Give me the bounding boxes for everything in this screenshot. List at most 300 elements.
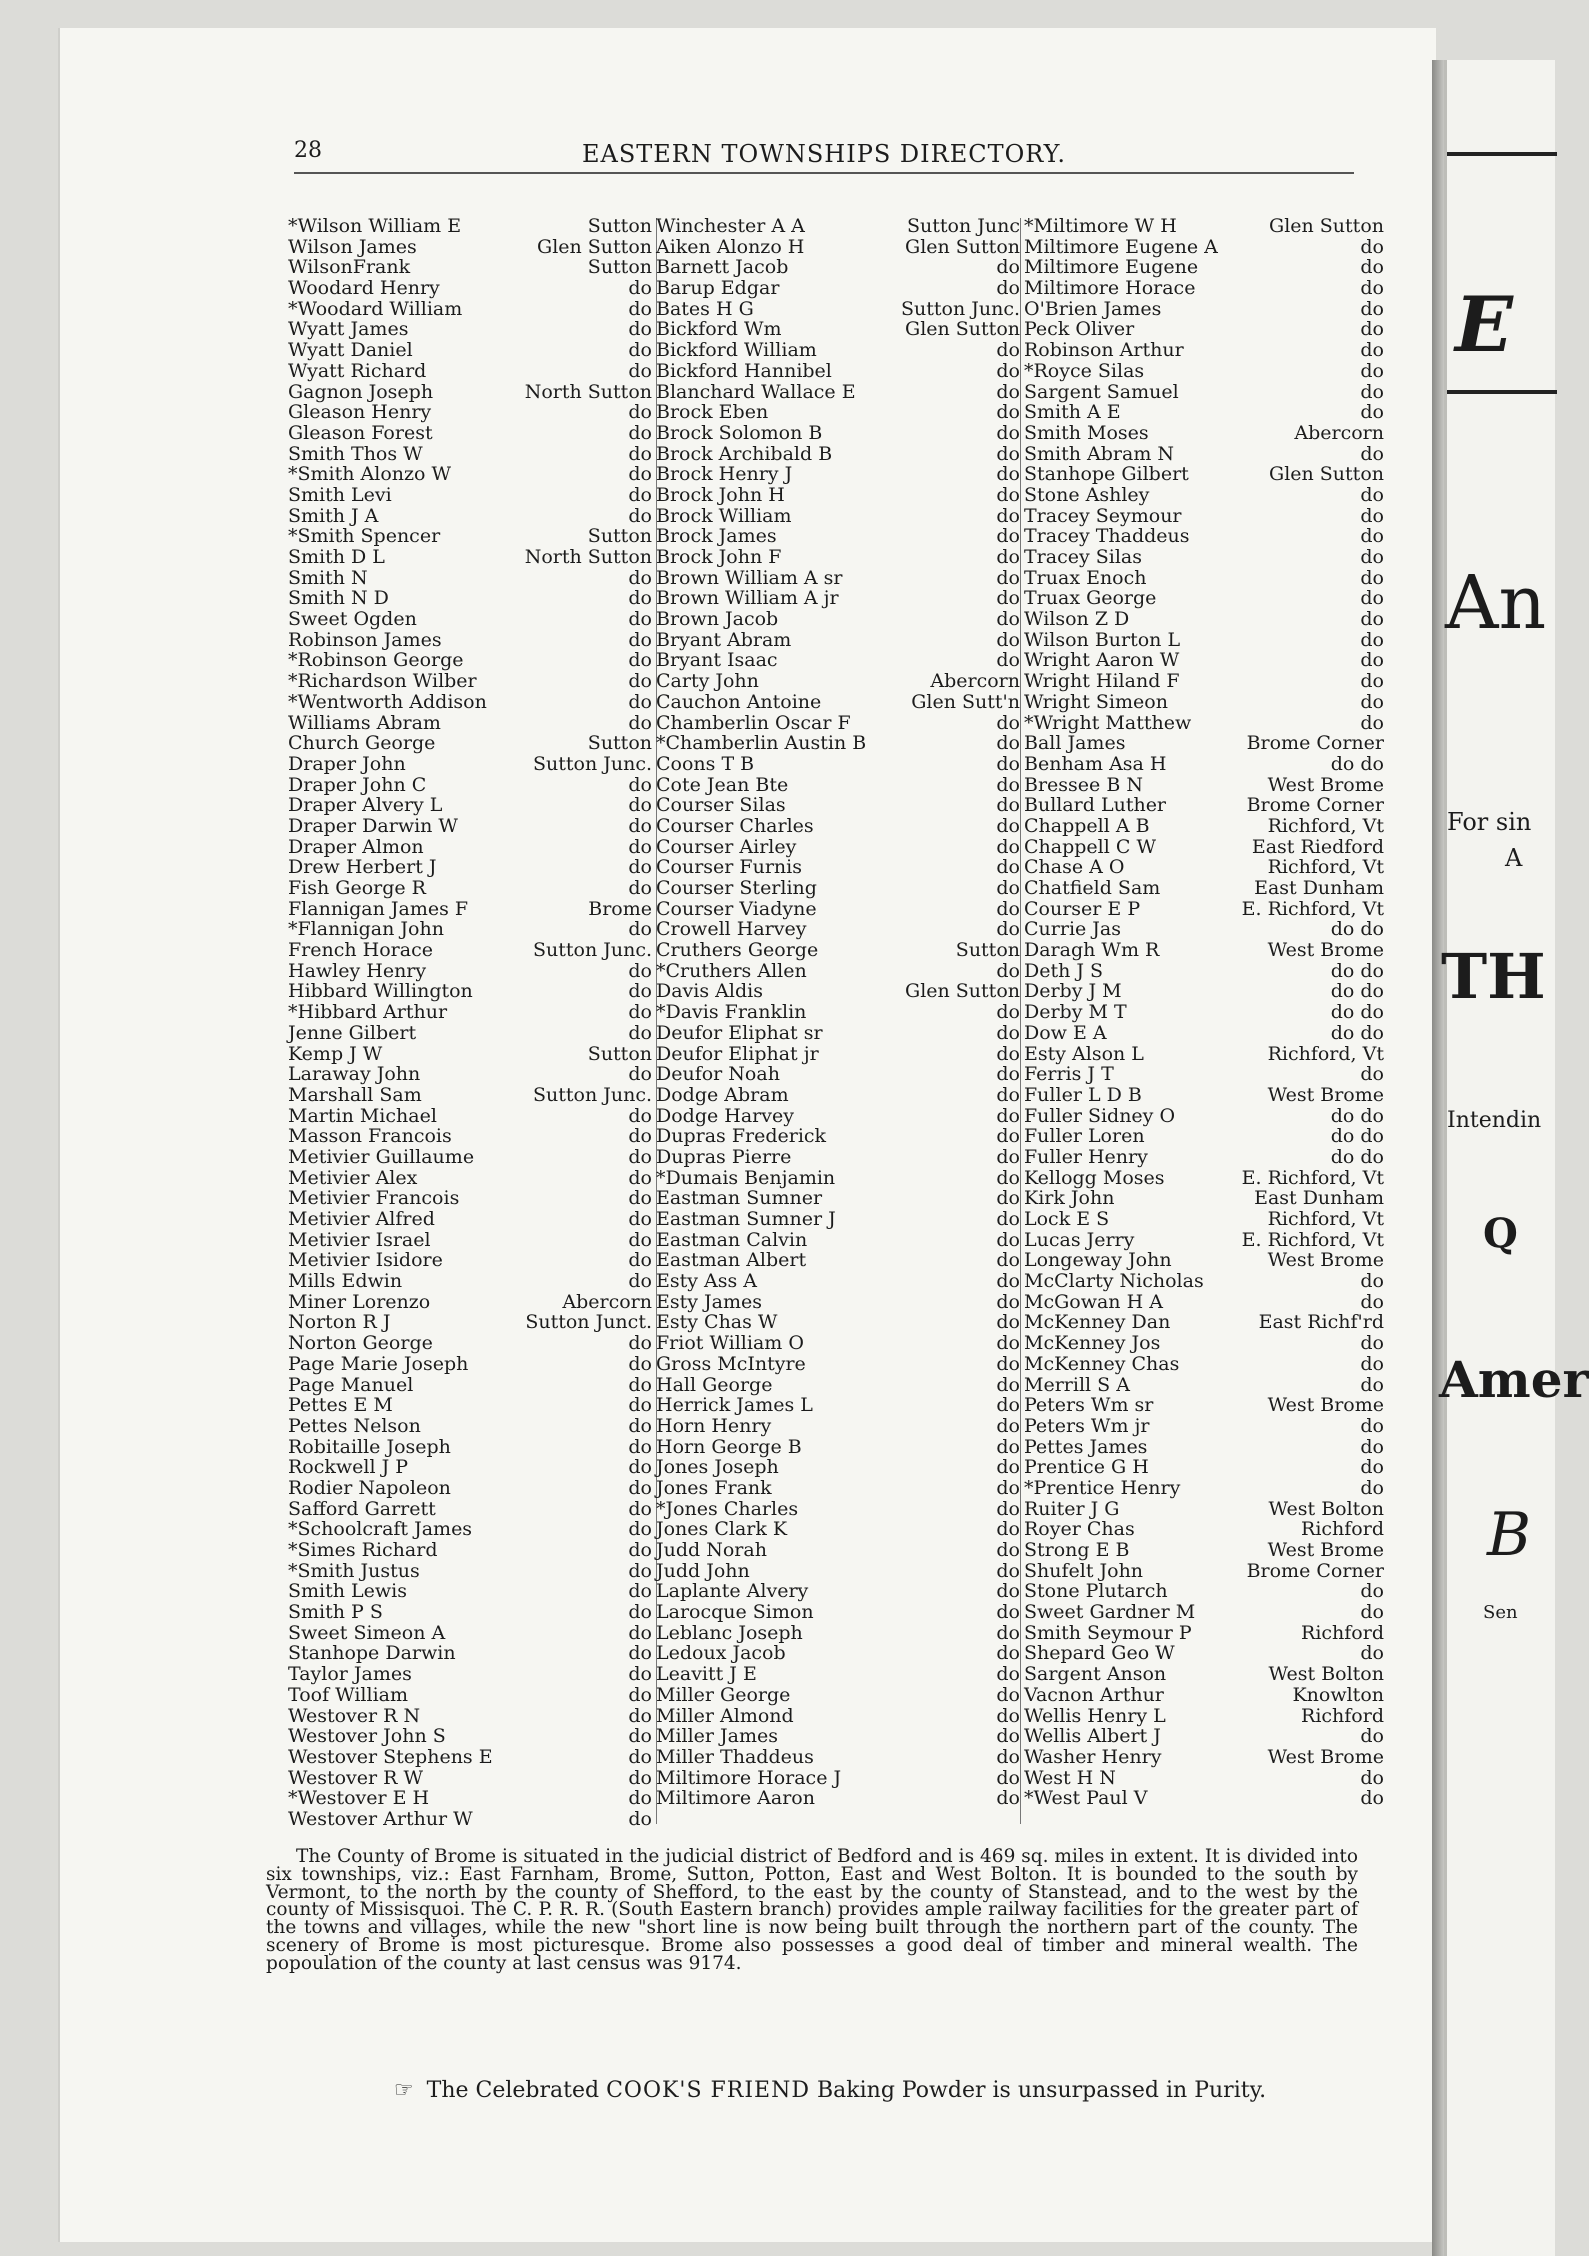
entry-place: do	[996, 649, 1020, 672]
entry-name: Brock John F	[656, 546, 782, 568]
entry-name: Wright Simeon	[1024, 690, 1168, 713]
entry-place: do	[1360, 608, 1384, 631]
directory-entry	[288, 299, 652, 320]
entry-place: do	[628, 1414, 652, 1437]
directory-entry	[288, 1085, 652, 1106]
entry-place: do	[1360, 504, 1384, 527]
directory-entry	[288, 1747, 652, 1768]
entry-place: do	[628, 1394, 652, 1417]
entry-place: do	[628, 711, 652, 734]
directory-entry	[656, 609, 1020, 630]
directory-entry	[288, 1581, 652, 1602]
entry-name: Miller George	[656, 1683, 791, 1706]
entry-place: Brome Corner	[1246, 732, 1384, 755]
entry-place: do	[628, 670, 652, 693]
entry-place: do	[1360, 587, 1384, 610]
directory-entry	[1024, 1085, 1384, 1106]
entry-place: do	[996, 1145, 1020, 1168]
directory-entry	[1024, 795, 1384, 816]
entry-place: do	[996, 1063, 1020, 1086]
entry-place: do	[628, 1539, 652, 1561]
directory-entry	[656, 1685, 1020, 1706]
entry-place: do	[996, 359, 1020, 382]
directory-entry	[656, 878, 1020, 899]
entry-name: Blanchard Wallace E	[656, 380, 856, 403]
entry-place: do	[996, 1725, 1020, 1748]
entry-place: do	[628, 442, 652, 465]
directory-entry	[656, 733, 1020, 754]
directory-entry	[1024, 1168, 1384, 1189]
directory-entry	[1024, 568, 1384, 589]
entry-name: *Royce Silas	[1024, 359, 1145, 382]
entry-name: Dupras Frederick	[656, 1125, 827, 1148]
entry-name: Sweet Ogden	[288, 608, 417, 631]
directory-entry	[656, 464, 1020, 485]
entry-name: *Richardson Wilber	[288, 670, 477, 693]
entry-place: Sutton Junc.	[900, 297, 1020, 320]
directory-entry	[1024, 382, 1384, 403]
entry-place: do	[1360, 1332, 1384, 1355]
entry-place: do	[628, 628, 652, 651]
entry-name: Fuller Loren	[1024, 1125, 1145, 1148]
directory-entry	[288, 526, 652, 547]
entry-name: Pettes Nelson	[288, 1414, 421, 1437]
entry-name: Sweet Simeon A	[288, 1621, 446, 1644]
entry-place: do	[628, 1766, 652, 1789]
entry-place: do	[628, 1663, 652, 1686]
entry-place: do	[996, 1352, 1020, 1375]
entry-name: Peters Wm sr	[1024, 1394, 1154, 1417]
directory-entry	[656, 1354, 1020, 1375]
entry-name: McKenney Dan	[1024, 1311, 1171, 1334]
entry-name: Derby J M	[1024, 980, 1122, 1003]
directory-entry	[288, 1023, 652, 1044]
directory-entry	[288, 692, 652, 713]
directory-entry	[1024, 1188, 1384, 1209]
directory-entry	[288, 1540, 652, 1561]
entry-name: Dow E A	[1024, 1021, 1107, 1044]
county-description-text: The County of Brome is situated in the judicial district of Bedford and is 469 sq. miles in extent. It is divided into six townships, viz.: East Farnham, Brome, Sutton, Potton, East and West Bolton. It is bounded to the south by Vermont, to the north by the county of Shefford, to the east by the county of Stanstead, and to the west by the county of Missisquoi. The C. P. R. R. (South Eastern branch) provides ample railway facilities for the greater part of the towns and villages, while the new "short line is now being built through the northern part of the county. The scenery of Brome is most picturesque. Brome also possesses a good deal of timber and mineral wealth. The popoulation of the county at last census was 9174.	[266, 1846, 1358, 1974]
directory-entry	[656, 1126, 1020, 1147]
entry-place: do	[628, 504, 652, 527]
entry-name: Westover R W	[288, 1766, 424, 1789]
entry-place: do	[628, 835, 652, 858]
entry-place: do	[1360, 1373, 1384, 1396]
entry-place: do	[628, 649, 652, 672]
entry-place: do	[1360, 628, 1384, 651]
entry-name: Miller Almond	[656, 1704, 794, 1727]
directory-entry	[1024, 1354, 1384, 1375]
entry-place: do	[1360, 1063, 1384, 1086]
entry-name: *Hibbard Arthur	[288, 1001, 448, 1024]
entry-name: Esty Ass A	[656, 1270, 758, 1293]
entry-place: do	[628, 339, 652, 362]
entry-name: *Flannigan John	[288, 918, 444, 941]
entry-place: do	[996, 794, 1020, 817]
entry-name: Marshall Sam	[288, 1083, 422, 1106]
entry-place: do	[996, 380, 1020, 403]
entry-place: do	[628, 1580, 652, 1603]
entry-name: Gleason Henry	[288, 401, 432, 424]
entry-place: do do	[1330, 752, 1384, 775]
entry-name: Deth J S	[1024, 959, 1104, 982]
entry-name: Shepard Geo W	[1024, 1642, 1175, 1665]
entry-name: Currie Jas	[1024, 918, 1121, 941]
entry-name: Hawley Henry	[288, 959, 427, 982]
entry-place: do	[1360, 297, 1384, 320]
entry-place: do	[996, 1332, 1020, 1355]
entry-place: do	[996, 421, 1020, 444]
entry-name: Toof William	[288, 1683, 408, 1706]
entry-place: do	[996, 1663, 1020, 1686]
entry-name: Martin Michael	[288, 1104, 437, 1127]
entry-place: do	[628, 1373, 652, 1396]
entry-place: do	[996, 1104, 1020, 1127]
entry-place: do	[1360, 566, 1384, 589]
directory-entry	[1024, 1643, 1384, 1664]
entry-place: do	[1360, 277, 1384, 300]
entry-place: Knowlton	[1292, 1683, 1384, 1706]
directory-entry	[656, 423, 1020, 444]
entry-place: East Dunham	[1254, 1187, 1384, 1210]
entry-place: do	[1360, 1476, 1384, 1499]
entry-name: Davis Aldis	[656, 980, 763, 1003]
entry-place: do	[628, 587, 652, 610]
entry-place: do	[996, 442, 1020, 465]
directory-entry	[656, 1581, 1020, 1602]
directory-entry	[288, 1312, 652, 1333]
entry-place: E. Richford, Vt	[1241, 1166, 1384, 1189]
entry-name: McKenney Chas	[1024, 1352, 1180, 1375]
directory-entry	[288, 961, 652, 982]
entry-place: do	[1360, 670, 1384, 693]
entry-place: do	[628, 690, 652, 713]
advert-brand: COOK'S FRIEND	[606, 2078, 810, 2103]
directory-entry	[656, 940, 1020, 961]
directory-entry	[1024, 319, 1384, 340]
directory-entry	[1024, 444, 1384, 465]
entry-name: Drew Herbert J	[288, 856, 437, 879]
entry-place: West Bolton	[1268, 1663, 1384, 1686]
advert-after: Baking Powder is unsurpassed in Purity.	[817, 2078, 1267, 2103]
directory-entry	[1024, 1023, 1384, 1044]
directory-entry	[1024, 1457, 1384, 1478]
entry-name: Hibbard Willington	[288, 980, 473, 1003]
entry-name: *Wilson William E	[288, 215, 462, 237]
entry-name: Brown William A jr	[656, 587, 839, 610]
facing-fragment: For sin	[1447, 808, 1532, 836]
entry-place: do do	[1330, 1125, 1384, 1148]
directory-entry	[288, 878, 652, 899]
entry-name: Stanhope Darwin	[288, 1642, 456, 1665]
entry-place: do	[996, 525, 1020, 548]
entry-place: Sutton Junc.	[532, 752, 652, 775]
directory-entry	[656, 857, 1020, 878]
entry-name: Wright Aaron W	[1024, 649, 1180, 672]
facing-page-edge	[1439, 60, 1589, 2256]
entry-place: do do	[1330, 980, 1384, 1003]
entry-name: Brown William A sr	[656, 566, 843, 589]
entry-name: Flannigan James F	[288, 897, 469, 920]
entry-place: do	[996, 1270, 1020, 1293]
directory-entry	[656, 485, 1020, 506]
entry-name: Smith Lewis	[288, 1580, 407, 1603]
entry-place: do	[996, 1787, 1020, 1810]
entry-name: Metivier Alex	[288, 1166, 418, 1189]
entry-name: Brock John H	[656, 483, 785, 506]
entry-place: do	[628, 359, 652, 382]
directory-entry	[1024, 216, 1384, 237]
directory-entry	[288, 713, 652, 734]
entry-place: do	[628, 918, 652, 941]
entry-place: Richford, Vt	[1267, 1042, 1384, 1065]
entry-place: do	[996, 1559, 1020, 1582]
entry-place: do	[628, 1270, 652, 1293]
entry-place: North Sutton	[524, 546, 652, 568]
directory-entry	[656, 588, 1020, 609]
entry-name: Courser Silas	[656, 794, 786, 817]
entry-name: Deufor Eliphat sr	[656, 1021, 823, 1044]
directory-entry	[656, 630, 1020, 651]
directory-entry	[656, 1147, 1020, 1168]
entry-place: Glen Sutton	[905, 235, 1020, 258]
directory-entry	[288, 1788, 652, 1809]
directory-entry	[1024, 361, 1384, 382]
entry-place: do	[996, 1414, 1020, 1437]
entry-name: Esty Alson L	[1024, 1042, 1144, 1065]
entry-name: Bryant Abram	[656, 628, 792, 651]
directory-entry	[1024, 423, 1384, 444]
entry-name: McClarty Nicholas	[1024, 1270, 1204, 1293]
directory-entry	[288, 1147, 652, 1168]
entry-place: do	[628, 277, 652, 300]
directory-entry	[1024, 1333, 1384, 1354]
entry-place: do	[996, 1311, 1020, 1334]
directory-entry	[656, 795, 1020, 816]
entry-place: do	[628, 1642, 652, 1665]
directory-entry	[656, 1209, 1020, 1230]
entry-place: do	[1360, 359, 1384, 382]
directory-entry	[1024, 1726, 1384, 1747]
directory-entry	[288, 1602, 652, 1623]
entry-name: *Woodard William	[288, 297, 463, 320]
directory-entry	[656, 1395, 1020, 1416]
entry-name: Brock Solomon B	[656, 421, 823, 444]
entry-place: do	[1360, 1352, 1384, 1375]
directory-entry	[656, 1106, 1020, 1127]
entry-place: Abercorn	[562, 1290, 652, 1313]
entry-name: Smith Thos W	[288, 442, 423, 465]
county-description	[266, 1848, 1358, 1973]
entry-place: do	[996, 1766, 1020, 1789]
entry-name: *Westover E H	[288, 1787, 430, 1810]
directory-entry	[1024, 547, 1384, 568]
directory-entry	[1024, 837, 1384, 858]
entry-place: East Dunham	[1254, 877, 1384, 899]
entry-place: do	[996, 1083, 1020, 1106]
directory-entry	[656, 1437, 1020, 1458]
directory-entry	[1024, 961, 1384, 982]
entry-name: Miller James	[656, 1725, 779, 1748]
directory-entry	[288, 1354, 652, 1375]
directory-entry	[656, 216, 1020, 237]
directory-entry	[656, 1271, 1020, 1292]
entry-place: do	[628, 608, 652, 631]
directory-entry	[288, 795, 652, 816]
directory-entry	[656, 1457, 1020, 1478]
directory-entry	[288, 1623, 652, 1644]
directory-entry	[656, 1519, 1020, 1540]
entry-place: Glen Sutton	[905, 318, 1020, 341]
directory-entry	[1024, 630, 1384, 651]
directory-entry	[1024, 464, 1384, 485]
entry-name: Friot William O	[656, 1332, 804, 1355]
entry-place: Glen Sutton	[905, 980, 1020, 1003]
entry-name: Carty John	[656, 670, 759, 693]
entry-place: do	[628, 1725, 652, 1748]
directory-entry	[1024, 1209, 1384, 1230]
entry-name: Miltimore Horace	[1024, 277, 1196, 300]
entry-name: Wyatt James	[288, 318, 409, 341]
entry-name: *Dumais Benjamin	[656, 1166, 836, 1189]
entry-name: Brock Archibald B	[656, 442, 833, 465]
entry-place: do	[628, 421, 652, 444]
entry-place: Sutton	[587, 256, 652, 279]
entry-place: do	[996, 1580, 1020, 1603]
entry-name: Prentice G H	[1024, 1456, 1149, 1479]
entry-name: Bullard Luther	[1024, 794, 1167, 817]
directory-entry	[288, 464, 652, 485]
entry-place: do	[628, 814, 652, 837]
entry-place: do	[628, 877, 652, 899]
entry-place: do	[628, 1497, 652, 1520]
entry-name: Dodge Abram	[656, 1083, 789, 1106]
entry-name: Eastman Calvin	[656, 1228, 808, 1251]
directory-entry	[288, 733, 652, 754]
entry-place: North Sutton	[524, 380, 652, 403]
entry-name: Miller Thaddeus	[656, 1745, 814, 1768]
entry-place: do	[996, 752, 1020, 775]
entry-place: do	[628, 1807, 652, 1830]
directory-entry	[1024, 857, 1384, 878]
entry-name: Smith A E	[1024, 401, 1121, 424]
entry-name: Dupras Pierre	[656, 1145, 792, 1168]
entry-place: do	[1360, 649, 1384, 672]
entry-place: do	[996, 814, 1020, 837]
directory-entry	[656, 1292, 1020, 1313]
page-number: 28	[294, 138, 322, 163]
directory-entry	[288, 1126, 652, 1147]
entry-place: do	[996, 1228, 1020, 1251]
entry-place: do	[996, 1001, 1020, 1024]
entry-name: WilsonFrank	[288, 256, 411, 279]
directory-entry	[1024, 1519, 1384, 1540]
entry-place: Abercorn	[930, 670, 1020, 693]
directory-entry	[1024, 1581, 1384, 1602]
entry-name: Barnett Jacob	[656, 256, 789, 279]
directory-column-3	[1024, 216, 1384, 1809]
entry-name: Ball James	[1024, 732, 1126, 755]
directory-entry	[1024, 1540, 1384, 1561]
entry-name: Leavitt J E	[656, 1663, 757, 1686]
entry-name: Brock William	[656, 504, 792, 527]
directory-entry	[656, 1416, 1020, 1437]
entry-place: do	[996, 463, 1020, 486]
directory-entry	[288, 754, 652, 775]
entry-name: Metivier Guillaume	[288, 1145, 475, 1168]
entry-place: do	[996, 339, 1020, 362]
entry-name: Miltimore Eugene	[1024, 256, 1199, 279]
directory-entry	[288, 506, 652, 527]
entry-name: Westover Stephens E	[288, 1745, 493, 1768]
entry-name: Ledoux Jacob	[656, 1642, 786, 1665]
entry-name: Norton R J	[288, 1311, 391, 1334]
facing-fragment: A	[1505, 844, 1523, 872]
directory-entry	[288, 485, 652, 506]
entry-name: Wilson Burton L	[1024, 628, 1181, 651]
directory-entry	[1024, 1147, 1384, 1168]
directory-entry	[1024, 257, 1384, 278]
directory-entry	[656, 1188, 1020, 1209]
entry-place: do	[1360, 690, 1384, 713]
entry-place: do	[1360, 1414, 1384, 1437]
entry-place: E. Richford, Vt	[1241, 897, 1384, 920]
entry-name: Coons T B	[656, 752, 755, 775]
directory-entry	[1024, 1788, 1384, 1809]
entry-name: Gross McIntyre	[656, 1352, 806, 1375]
entry-name: Sweet Gardner M	[1024, 1601, 1196, 1624]
entry-name: Fuller L D B	[1024, 1083, 1142, 1106]
directory-entry	[656, 1602, 1020, 1623]
directory-entry	[1024, 1602, 1384, 1623]
directory-entry	[288, 1002, 652, 1023]
facing-fragment: Q	[1483, 1210, 1518, 1257]
entry-name: Strong E B	[1024, 1539, 1130, 1561]
entry-place: West Brome	[1267, 1745, 1384, 1768]
entry-place: do	[1360, 235, 1384, 258]
entry-name: Cote Jean Bte	[656, 773, 789, 796]
directory-entry	[1024, 671, 1384, 692]
entry-place: do	[1360, 339, 1384, 362]
directory-entry	[656, 1788, 1020, 1809]
entry-place: Richford, Vt	[1267, 856, 1384, 879]
directory-entry	[288, 1726, 652, 1747]
entry-place: do	[996, 711, 1020, 734]
entry-place: Sutton Junc.	[532, 939, 652, 962]
directory-entry	[1024, 981, 1384, 1002]
directory-entry	[288, 899, 652, 920]
entry-place: do	[628, 1745, 652, 1768]
directory-entry	[288, 257, 652, 278]
entry-name: Westover R N	[288, 1704, 421, 1727]
directory-entry	[1024, 506, 1384, 527]
entry-name: Daragh Wm R	[1024, 939, 1160, 962]
entry-place: do	[996, 546, 1020, 568]
entry-place: do	[628, 297, 652, 320]
entry-place: do do	[1330, 1104, 1384, 1127]
directory-entry	[1024, 402, 1384, 423]
entry-name: Bickford William	[656, 339, 817, 362]
entry-name: Sargent Samuel	[1024, 380, 1179, 403]
entry-place: do	[1360, 1435, 1384, 1458]
entry-name: Robinson Arthur	[1024, 339, 1184, 362]
entry-name: Winchester A A	[656, 215, 805, 237]
entry-name: Ferris J T	[1024, 1063, 1114, 1086]
directory-entry	[1024, 1064, 1384, 1085]
entry-name: Courser Furnis	[656, 856, 802, 879]
directory-entry	[1024, 940, 1384, 961]
entry-name: Chamberlin Oscar F	[656, 711, 851, 734]
